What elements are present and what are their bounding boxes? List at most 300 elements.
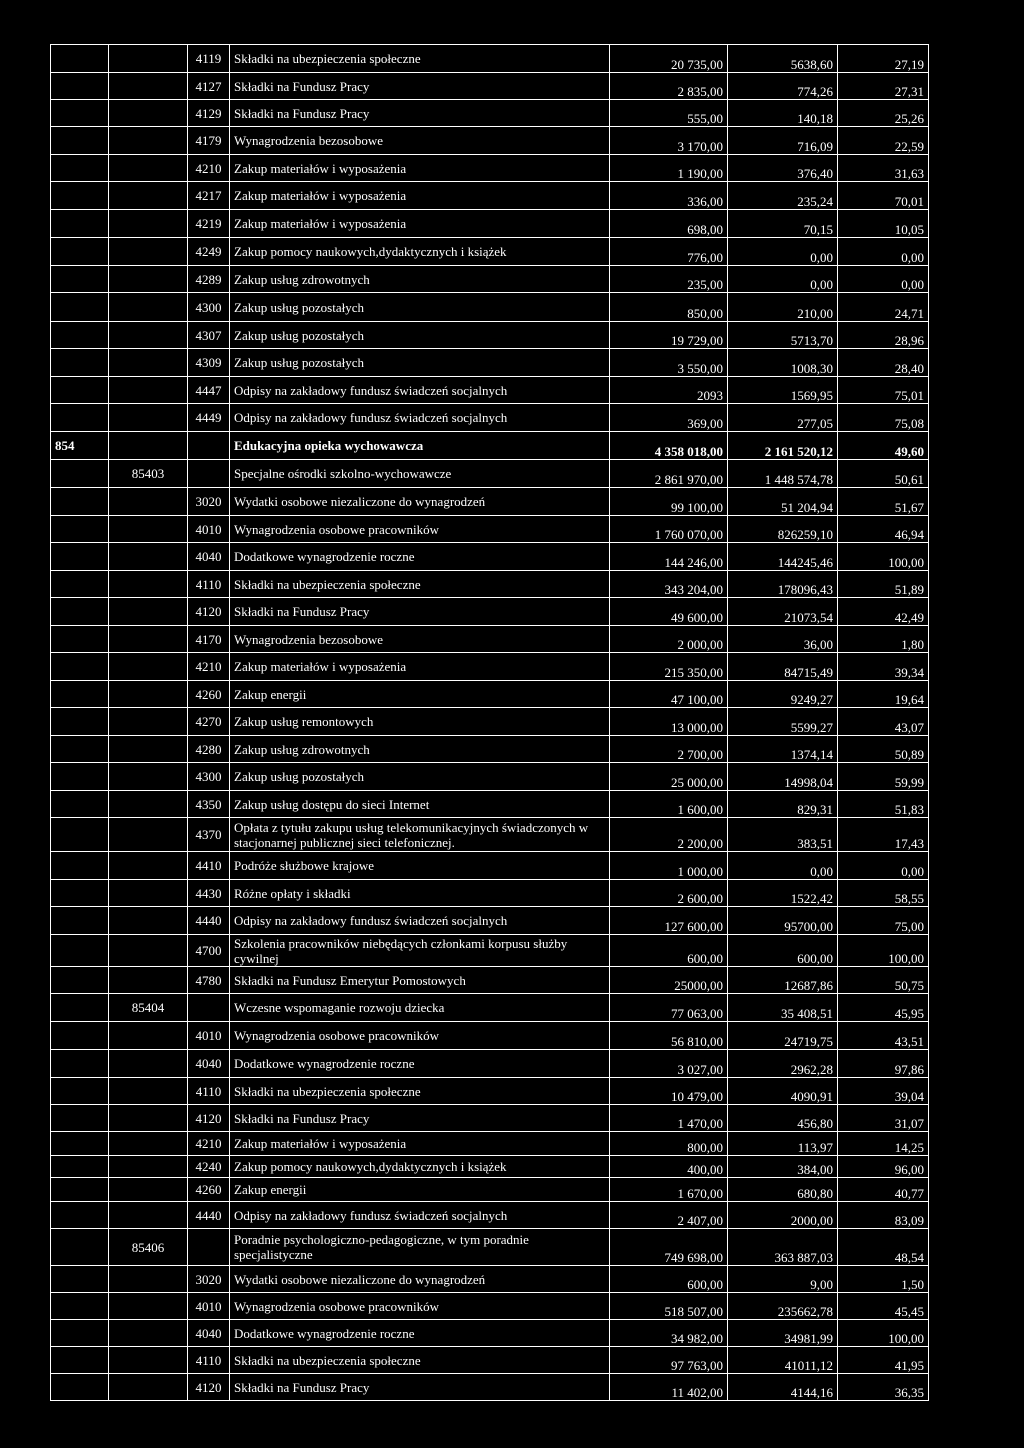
paragraf-cell: 4210 (188, 653, 230, 681)
rozdzial-cell (109, 791, 188, 818)
execution-cell: 35 408,51 (728, 994, 838, 1022)
rozdzial-cell (109, 488, 188, 516)
dzial-cell (51, 1266, 109, 1293)
description-cell: Wynagrodzenia osobowe pracowników (230, 1293, 610, 1320)
rozdzial-cell (109, 763, 188, 791)
dzial-cell (51, 994, 109, 1022)
table-row (51, 708, 929, 736)
description-cell: Zakup materiałów i wyposażenia (230, 210, 610, 238)
rozdzial-cell (109, 681, 188, 708)
dzial-cell (51, 681, 109, 708)
table-row (51, 73, 929, 100)
dzial-cell (51, 1078, 109, 1105)
execution-cell: 178096,43 (728, 571, 838, 598)
plan-cell: 1 190,00 (610, 155, 728, 182)
execution-cell: 9,00 (728, 1266, 838, 1293)
paragraf-cell: 4120 (188, 598, 230, 626)
execution-cell: 0,00 (728, 266, 838, 293)
execution-cell: 70,15 (728, 210, 838, 238)
paragraf-cell: 4119 (188, 45, 230, 73)
description-cell: Zakup usług dostępu do sieci Internet (230, 791, 610, 818)
paragraf-cell: 4260 (188, 681, 230, 708)
dzial-cell (51, 322, 109, 349)
execution-cell: 235,24 (728, 182, 838, 210)
plan-cell: 518 507,00 (610, 1293, 728, 1320)
paragraf-cell: 4219 (188, 210, 230, 238)
percent-cell: 42,49 (838, 598, 929, 626)
execution-cell: 210,00 (728, 293, 838, 322)
paragraf-cell (188, 432, 230, 460)
table-row (51, 1293, 929, 1320)
dzial-cell (51, 1105, 109, 1132)
percent-cell: 70,01 (838, 182, 929, 210)
rozdzial-cell (109, 907, 188, 935)
plan-cell: 343 204,00 (610, 571, 728, 598)
table-row (51, 598, 929, 626)
dzial-cell (51, 266, 109, 293)
table-row (51, 182, 929, 210)
dzial-cell (51, 460, 109, 488)
rozdzial-cell (109, 432, 188, 460)
rozdzial-cell (109, 238, 188, 266)
rozdzial-cell (109, 100, 188, 127)
dzial-cell (51, 653, 109, 681)
table-row (51, 653, 929, 681)
description-cell: Wynagrodzenia osobowe pracowników (230, 516, 610, 543)
paragraf-cell: 4110 (188, 571, 230, 598)
percent-cell: 45,95 (838, 994, 929, 1022)
table-row (51, 880, 929, 907)
description-cell: Różne opłaty i składki (230, 880, 610, 907)
paragraf-cell: 4210 (188, 1132, 230, 1156)
rozdzial-cell (109, 736, 188, 763)
description-cell: Składki na ubezpieczenia społeczne (230, 1347, 610, 1374)
dzial-cell: 854 (51, 432, 109, 460)
dzial-cell (51, 598, 109, 626)
paragraf-cell: 4249 (188, 238, 230, 266)
description-cell: Składki na ubezpieczenia społeczne (230, 45, 610, 73)
execution-cell: 51 204,94 (728, 488, 838, 516)
table-row (51, 349, 929, 377)
description-cell: Odpisy na zakładowy fundusz świadczeń socjalnych (230, 907, 610, 935)
table-row (51, 460, 929, 488)
rozdzial-cell (109, 626, 188, 653)
execution-cell: 144245,46 (728, 543, 838, 571)
percent-cell: 0,00 (838, 238, 929, 266)
paragraf-cell: 4110 (188, 1347, 230, 1374)
execution-cell: 456,80 (728, 1105, 838, 1132)
paragraf-cell: 4447 (188, 377, 230, 404)
paragraf-cell (188, 1229, 230, 1266)
paragraf-cell: 4280 (188, 736, 230, 763)
plan-cell: 369,00 (610, 404, 728, 432)
description-cell: Zakup usług pozostałych (230, 763, 610, 791)
plan-cell: 144 246,00 (610, 543, 728, 571)
paragraf-cell: 4289 (188, 266, 230, 293)
description-cell: Zakup pomocy naukowych,dydaktycznych i książek (230, 238, 610, 266)
execution-cell: 774,26 (728, 73, 838, 100)
description-cell: Dodatkowe wynagrodzenie roczne (230, 1320, 610, 1347)
paragraf-cell: 4010 (188, 1293, 230, 1320)
dzial-cell (51, 1202, 109, 1229)
paragraf-cell: 3020 (188, 488, 230, 516)
paragraf-cell: 4010 (188, 1022, 230, 1050)
description-cell: Odpisy na zakładowy fundusz świadczeń socjalnych (230, 1202, 610, 1229)
description-cell: Zakup usług pozostałych (230, 322, 610, 349)
rozdzial-cell: 85403 (109, 460, 188, 488)
percent-cell: 100,00 (838, 1320, 929, 1347)
execution-cell: 36,00 (728, 626, 838, 653)
rozdzial-cell (109, 1374, 188, 1401)
rozdzial-cell (109, 1132, 188, 1156)
plan-cell: 11 402,00 (610, 1374, 728, 1401)
rozdzial-cell (109, 1156, 188, 1178)
table-row (51, 1229, 929, 1266)
dzial-cell (51, 571, 109, 598)
rozdzial-cell (109, 210, 188, 238)
dzial-cell (51, 238, 109, 266)
table-row (51, 1347, 929, 1374)
rozdzial-cell (109, 1266, 188, 1293)
plan-cell: 3 170,00 (610, 127, 728, 155)
description-cell: Poradnie psychologiczno-pedagogiczne, w tym poradnie specjalistyczne (230, 1229, 610, 1266)
table-row (51, 543, 929, 571)
dzial-cell (51, 708, 109, 736)
percent-cell: 83,09 (838, 1202, 929, 1229)
description-cell: Zakup pomocy naukowych,dydaktycznych i książek (230, 1156, 610, 1178)
plan-cell: 4 358 018,00 (610, 432, 728, 460)
paragraf-cell: 4300 (188, 293, 230, 322)
percent-cell: 0,00 (838, 852, 929, 880)
execution-cell: 826259,10 (728, 516, 838, 543)
table-row (51, 681, 929, 708)
dzial-cell (51, 210, 109, 238)
percent-cell: 39,34 (838, 653, 929, 681)
percent-cell: 41,95 (838, 1347, 929, 1374)
dzial-cell (51, 1178, 109, 1202)
plan-cell: 2 600,00 (610, 880, 728, 907)
table-row (51, 852, 929, 880)
dzial-cell (51, 1050, 109, 1078)
execution-cell: 1008,30 (728, 349, 838, 377)
plan-cell: 776,00 (610, 238, 728, 266)
execution-cell: 41011,12 (728, 1347, 838, 1374)
dzial-cell (51, 626, 109, 653)
plan-cell: 600,00 (610, 1266, 728, 1293)
rozdzial-cell (109, 1347, 188, 1374)
table-body (51, 45, 929, 1401)
plan-cell: 25000,00 (610, 967, 728, 994)
dzial-cell (51, 1022, 109, 1050)
plan-cell: 77 063,00 (610, 994, 728, 1022)
percent-cell: 1,80 (838, 626, 929, 653)
paragraf-cell: 4040 (188, 1320, 230, 1347)
paragraf-cell: 4260 (188, 1178, 230, 1202)
table-row (51, 1105, 929, 1132)
execution-cell: 84715,49 (728, 653, 838, 681)
table-row (51, 516, 929, 543)
percent-cell: 75,00 (838, 907, 929, 935)
execution-cell: 277,05 (728, 404, 838, 432)
dzial-cell (51, 1156, 109, 1178)
rozdzial-cell (109, 45, 188, 73)
plan-cell: 2 000,00 (610, 626, 728, 653)
rozdzial-cell: 85404 (109, 994, 188, 1022)
rozdzial-cell (109, 266, 188, 293)
plan-cell: 800,00 (610, 1132, 728, 1156)
plan-cell: 56 810,00 (610, 1022, 728, 1050)
dzial-cell (51, 293, 109, 322)
budget-table (50, 44, 929, 1401)
plan-cell: 25 000,00 (610, 763, 728, 791)
rozdzial-cell (109, 73, 188, 100)
table-row (51, 818, 929, 852)
plan-cell: 336,00 (610, 182, 728, 210)
table-row (51, 155, 929, 182)
description-cell: Składki na Fundusz Pracy (230, 1374, 610, 1401)
dzial-cell (51, 736, 109, 763)
description-cell: Wczesne wspomaganie rozwoju dziecka (230, 994, 610, 1022)
execution-cell: 1374,14 (728, 736, 838, 763)
percent-cell: 22,59 (838, 127, 929, 155)
table-row (51, 488, 929, 516)
table-row (51, 1132, 929, 1156)
dzial-cell (51, 45, 109, 73)
table-row (51, 377, 929, 404)
plan-cell: 698,00 (610, 210, 728, 238)
rozdzial-cell (109, 1293, 188, 1320)
percent-cell: 97,86 (838, 1050, 929, 1078)
dzial-cell (51, 349, 109, 377)
dzial-cell (51, 967, 109, 994)
percent-cell: 25,26 (838, 100, 929, 127)
percent-cell: 14,25 (838, 1132, 929, 1156)
dzial-cell (51, 763, 109, 791)
plan-cell: 2 200,00 (610, 818, 728, 852)
description-cell: Wydatki osobowe niezaliczone do wynagrodzeń (230, 488, 610, 516)
paragraf-cell: 4430 (188, 880, 230, 907)
table-row (51, 100, 929, 127)
description-cell: Zakup usług pozostałych (230, 349, 610, 377)
percent-cell: 1,50 (838, 1266, 929, 1293)
description-cell: Odpisy na zakładowy fundusz świadczeń socjalnych (230, 377, 610, 404)
execution-cell: 4144,16 (728, 1374, 838, 1401)
dzial-cell (51, 935, 109, 967)
plan-cell: 2 700,00 (610, 736, 728, 763)
plan-cell: 1 470,00 (610, 1105, 728, 1132)
dzial-cell (51, 127, 109, 155)
dzial-cell (51, 155, 109, 182)
rozdzial-cell (109, 1178, 188, 1202)
dzial-cell (51, 1347, 109, 1374)
table-row (51, 1202, 929, 1229)
paragraf-cell: 4040 (188, 543, 230, 571)
dzial-cell (51, 404, 109, 432)
table-row (51, 266, 929, 293)
table-row (51, 1050, 929, 1078)
percent-cell: 50,61 (838, 460, 929, 488)
percent-cell: 39,04 (838, 1078, 929, 1105)
execution-cell: 716,09 (728, 127, 838, 155)
execution-cell: 1522,42 (728, 880, 838, 907)
dzial-cell (51, 791, 109, 818)
description-cell: Zakup materiałów i wyposażenia (230, 155, 610, 182)
plan-cell: 97 763,00 (610, 1347, 728, 1374)
dzial-cell (51, 543, 109, 571)
plan-cell: 10 479,00 (610, 1078, 728, 1105)
description-cell: Zakup energii (230, 681, 610, 708)
description-cell: Specjalne ośrodki szkolno-wychowawcze (230, 460, 610, 488)
rozdzial-cell (109, 967, 188, 994)
percent-cell: 96,00 (838, 1156, 929, 1178)
rozdzial-cell (109, 571, 188, 598)
description-cell: Składki na Fundusz Pracy (230, 100, 610, 127)
table-row (51, 994, 929, 1022)
description-cell: Składki na Fundusz Pracy (230, 598, 610, 626)
rozdzial-cell (109, 852, 188, 880)
percent-cell: 75,08 (838, 404, 929, 432)
dzial-cell (51, 100, 109, 127)
percent-cell: 100,00 (838, 543, 929, 571)
paragraf-cell: 4307 (188, 322, 230, 349)
plan-cell: 1 760 070,00 (610, 516, 728, 543)
paragraf-cell: 4120 (188, 1105, 230, 1132)
percent-cell: 43,51 (838, 1022, 929, 1050)
description-cell: Składki na Fundusz Pracy (230, 1105, 610, 1132)
paragraf-cell: 4309 (188, 349, 230, 377)
plan-cell: 400,00 (610, 1156, 728, 1178)
paragraf-cell: 4440 (188, 907, 230, 935)
table-row (51, 1374, 929, 1401)
paragraf-cell: 4780 (188, 967, 230, 994)
description-cell: Opłata z tytułu zakupu usług telekomunikacyjnych świadczonych w stacjonarnej publicznej sieci telefonicznej. (230, 818, 610, 852)
rozdzial-cell (109, 653, 188, 681)
percent-cell: 58,55 (838, 880, 929, 907)
description-cell: Zakup energii (230, 1178, 610, 1202)
percent-cell: 48,54 (838, 1229, 929, 1266)
rozdzial-cell (109, 127, 188, 155)
rozdzial-cell (109, 349, 188, 377)
percent-cell: 51,83 (838, 791, 929, 818)
execution-cell: 2962,28 (728, 1050, 838, 1078)
paragraf-cell: 4170 (188, 626, 230, 653)
paragraf-cell: 4410 (188, 852, 230, 880)
execution-cell: 600,00 (728, 935, 838, 967)
percent-cell: 45,45 (838, 1293, 929, 1320)
rozdzial-cell: 85406 (109, 1229, 188, 1266)
rozdzial-cell (109, 1022, 188, 1050)
description-cell: Składki na ubezpieczenia społeczne (230, 571, 610, 598)
description-cell: Wynagrodzenia bezosobowe (230, 127, 610, 155)
dzial-cell (51, 1293, 109, 1320)
description-cell: Szkolenia pracowników niebędących członkami korpusu służby cywilnej (230, 935, 610, 967)
rozdzial-cell (109, 182, 188, 210)
dzial-cell (51, 818, 109, 852)
description-cell: Edukacyjna opieka wychowawcza (230, 432, 610, 460)
rozdzial-cell (109, 1105, 188, 1132)
percent-cell: 50,89 (838, 736, 929, 763)
execution-cell: 0,00 (728, 852, 838, 880)
plan-cell: 2 861 970,00 (610, 460, 728, 488)
paragraf-cell (188, 994, 230, 1022)
percent-cell: 24,71 (838, 293, 929, 322)
table-row (51, 45, 929, 73)
rozdzial-cell (109, 935, 188, 967)
execution-cell: 235662,78 (728, 1293, 838, 1320)
dzial-cell (51, 852, 109, 880)
table-row (51, 571, 929, 598)
paragraf-cell: 4129 (188, 100, 230, 127)
execution-cell: 680,80 (728, 1178, 838, 1202)
paragraf-cell: 4300 (188, 763, 230, 791)
dzial-cell (51, 182, 109, 210)
dzial-cell (51, 1374, 109, 1401)
plan-cell: 749 698,00 (610, 1229, 728, 1266)
description-cell: Składki na ubezpieczenia społeczne (230, 1078, 610, 1105)
description-cell: Zakup usług zdrowotnych (230, 736, 610, 763)
execution-cell: 113,97 (728, 1132, 838, 1156)
table-row (51, 1022, 929, 1050)
dzial-cell (51, 1132, 109, 1156)
plan-cell: 34 982,00 (610, 1320, 728, 1347)
execution-cell: 34981,99 (728, 1320, 838, 1347)
plan-cell: 555,00 (610, 100, 728, 127)
table-row (51, 210, 929, 238)
percent-cell: 49,60 (838, 432, 929, 460)
description-cell: Zakup usług remontowych (230, 708, 610, 736)
plan-cell: 850,00 (610, 293, 728, 322)
description-cell: Wydatki osobowe niezaliczone do wynagrodzeń (230, 1266, 610, 1293)
percent-cell: 28,40 (838, 349, 929, 377)
execution-cell: 9249,27 (728, 681, 838, 708)
percent-cell: 43,07 (838, 708, 929, 736)
plan-cell: 235,00 (610, 266, 728, 293)
description-cell: Zakup usług zdrowotnych (230, 266, 610, 293)
table-row (51, 763, 929, 791)
execution-cell: 140,18 (728, 100, 838, 127)
percent-cell: 27,19 (838, 45, 929, 73)
table-row (51, 935, 929, 967)
paragraf-cell: 4110 (188, 1078, 230, 1105)
rozdzial-cell (109, 598, 188, 626)
rozdzial-cell (109, 543, 188, 571)
dzial-cell (51, 377, 109, 404)
plan-cell: 20 735,00 (610, 45, 728, 73)
paragraf-cell: 4040 (188, 1050, 230, 1078)
description-cell: Podróże służbowe krajowe (230, 852, 610, 880)
percent-cell: 40,77 (838, 1178, 929, 1202)
percent-cell: 17,43 (838, 818, 929, 852)
plan-cell: 127 600,00 (610, 907, 728, 935)
execution-cell: 24719,75 (728, 1022, 838, 1050)
plan-cell: 19 729,00 (610, 322, 728, 349)
paragraf-cell: 4210 (188, 155, 230, 182)
rozdzial-cell (109, 708, 188, 736)
dzial-cell (51, 880, 109, 907)
table-row (51, 967, 929, 994)
description-cell: Odpisy na zakładowy fundusz świadczeń socjalnych (230, 404, 610, 432)
description-cell: Zakup usług pozostałych (230, 293, 610, 322)
paragraf-cell: 4127 (188, 73, 230, 100)
table-row (51, 791, 929, 818)
execution-cell: 1569,95 (728, 377, 838, 404)
percent-cell: 75,01 (838, 377, 929, 404)
plan-cell: 1 000,00 (610, 852, 728, 880)
plan-cell: 2 407,00 (610, 1202, 728, 1229)
description-cell: Składki na Fundusz Emerytur Pomostowych (230, 967, 610, 994)
percent-cell: 31,07 (838, 1105, 929, 1132)
paragraf-cell: 4350 (188, 791, 230, 818)
